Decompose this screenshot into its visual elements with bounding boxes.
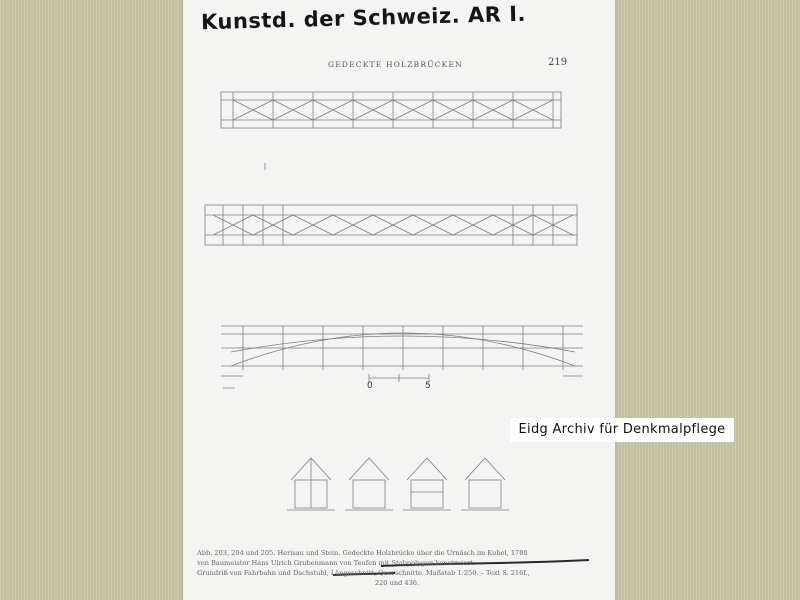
- caption-line: von Baumeister Hans Ulrich Grubenmann von Teufen mit Stabpolygon konstruiert.: [197, 559, 475, 567]
- cross-section-drawings: [287, 458, 509, 510]
- caption-line: Grundriß von Fahrbahn und Dachstuhl, Längsschnitt, Querschnitte. Maßstab 1:250. – Text S. 216f.,: [197, 569, 530, 577]
- archive-label: Eidg Archiv für Denkmalpflege: [510, 418, 734, 442]
- caption-line: 220 und 436.: [374, 579, 420, 587]
- bridge-drawings: [183, 0, 615, 600]
- scale-label-0: 0: [367, 381, 373, 391]
- handwritten-note: Kunstd. der Schweiz. AR I.: [200, 1, 527, 35]
- longitudinal-section-drawing: [221, 326, 583, 388]
- page-number: 219: [548, 57, 568, 68]
- figure-caption: [197, 548, 597, 588]
- deck-plan-drawing: [205, 205, 577, 245]
- scale-bar: [369, 374, 429, 382]
- caption-line: Abb. 203, 204 und 205. Herisau und Stein. Gedeckte Holzbrücke über die Urnäsch im Kubel, 1780: [197, 549, 528, 557]
- roof-plan-drawing: [221, 92, 561, 170]
- scale-label-5: 5: [425, 381, 431, 391]
- book-page: [183, 0, 615, 600]
- running-head: GEDECKTE HOLZBRÜCKEN: [328, 60, 463, 69]
